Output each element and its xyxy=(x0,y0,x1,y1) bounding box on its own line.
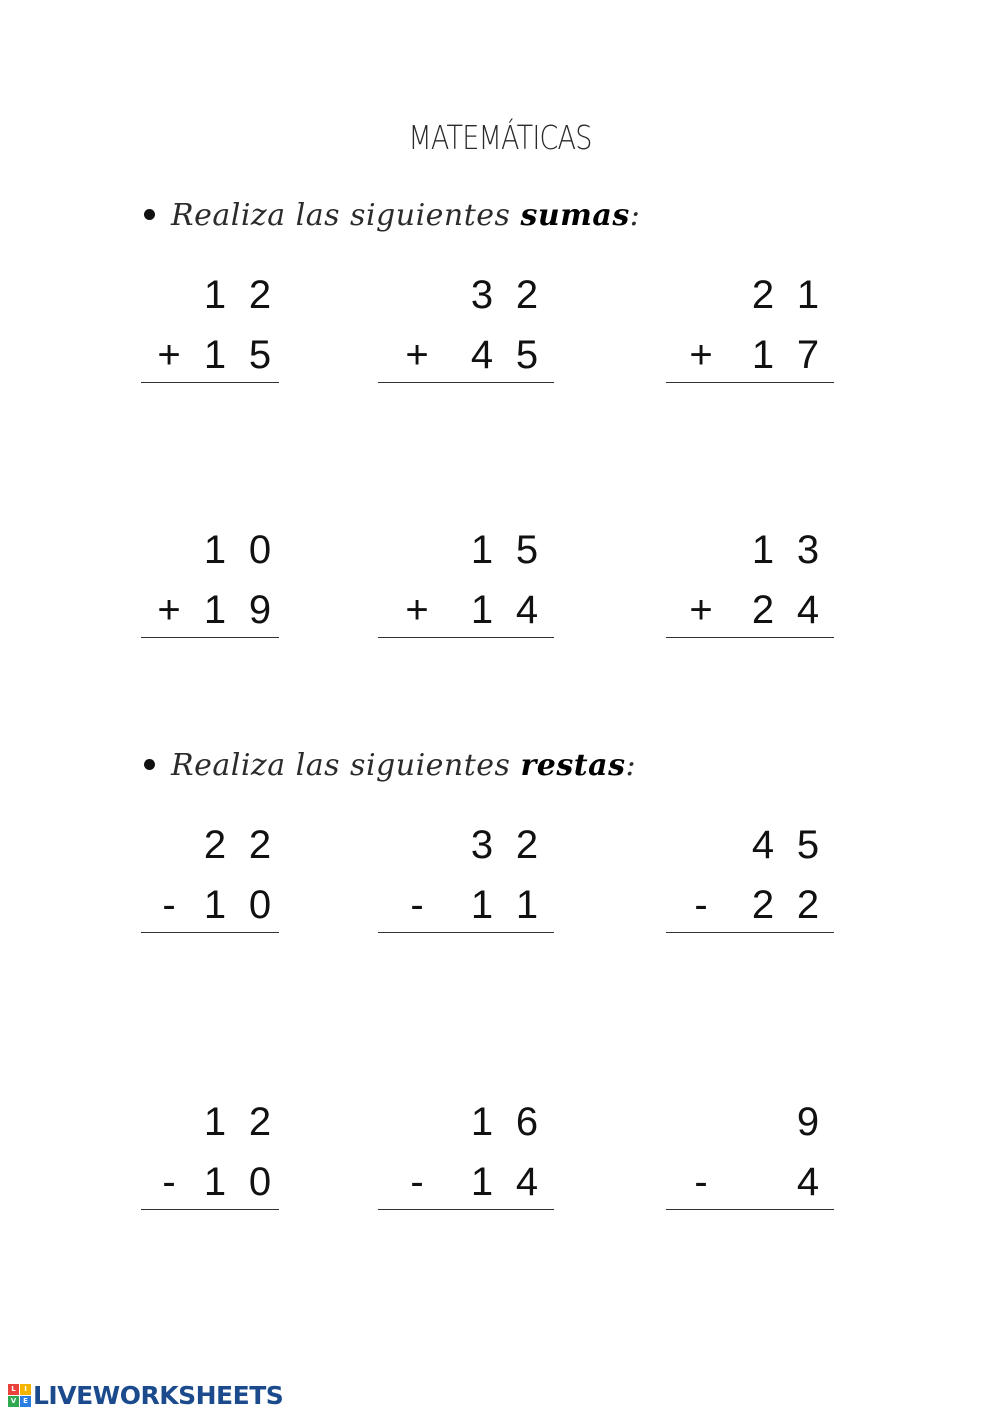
digit: 0 xyxy=(248,528,272,572)
digit: 1 xyxy=(203,333,227,377)
digit: 5 xyxy=(515,528,539,572)
answer-line xyxy=(378,932,554,933)
digit: 1 xyxy=(203,883,227,927)
digit: 2 xyxy=(248,823,272,867)
digit: 4 xyxy=(515,1160,539,1204)
digit: 1 xyxy=(203,1160,227,1204)
digit: 1 xyxy=(203,1100,227,1144)
digit: 5 xyxy=(796,823,820,867)
logo-block: V xyxy=(8,1396,19,1407)
minus-operator: - xyxy=(694,883,708,927)
plus-operator: + xyxy=(405,588,429,632)
instruction-suffix: : xyxy=(629,198,641,233)
digit: 1 xyxy=(515,883,539,927)
answer-line xyxy=(141,382,279,383)
plus-operator: + xyxy=(689,333,713,377)
digit: 9 xyxy=(248,588,272,632)
minus-operator: - xyxy=(694,1160,708,1204)
page-title: MATEMÁTICAS xyxy=(408,118,592,157)
answer-line xyxy=(378,1209,554,1210)
instruction-suffix: : xyxy=(625,748,637,783)
bullet-icon xyxy=(144,759,155,770)
minus-operator: - xyxy=(162,1160,176,1204)
minus-operator: - xyxy=(410,1160,424,1204)
answer-line xyxy=(666,1209,834,1210)
logo-block: L xyxy=(8,1384,19,1395)
digit: 1 xyxy=(470,1160,494,1204)
bullet-icon xyxy=(144,209,155,220)
digit: 6 xyxy=(515,1100,539,1144)
logo-block: E xyxy=(20,1396,31,1407)
digit: 1 xyxy=(203,528,227,572)
answer-line xyxy=(141,637,279,638)
logo-brand-text: LIVEWORKSHEETS xyxy=(33,1380,284,1410)
digit: 4 xyxy=(470,333,494,377)
logo-block: I xyxy=(20,1384,31,1395)
digit: 3 xyxy=(470,273,494,317)
digit: 3 xyxy=(470,823,494,867)
digit: 0 xyxy=(248,883,272,927)
answer-line xyxy=(666,382,834,383)
digit: 1 xyxy=(203,273,227,317)
instruction-sumas xyxy=(144,198,640,233)
digit: 2 xyxy=(751,588,775,632)
digit: 3 xyxy=(796,528,820,572)
plus-operator: + xyxy=(157,333,181,377)
instruction-keyword: restas xyxy=(520,748,626,783)
digit: 2 xyxy=(751,273,775,317)
minus-operator: - xyxy=(162,883,176,927)
digit: 1 xyxy=(470,588,494,632)
digit: 7 xyxy=(796,333,820,377)
digit: 1 xyxy=(470,883,494,927)
digit: 2 xyxy=(751,883,775,927)
digit: 4 xyxy=(796,588,820,632)
digit: 2 xyxy=(203,823,227,867)
answer-line xyxy=(378,382,554,383)
digit: 9 xyxy=(796,1100,820,1144)
plus-operator: + xyxy=(157,588,181,632)
digit: 2 xyxy=(796,883,820,927)
answer-line xyxy=(141,932,279,933)
liveworksheets-logo xyxy=(8,1378,283,1412)
minus-operator: - xyxy=(410,883,424,927)
instruction-keyword: sumas xyxy=(520,198,630,233)
digit: 1 xyxy=(751,333,775,377)
digit: 4 xyxy=(515,588,539,632)
digit: 4 xyxy=(796,1160,820,1204)
digit: 1 xyxy=(470,1100,494,1144)
answer-line xyxy=(666,637,834,638)
digit: 1 xyxy=(751,528,775,572)
instruction-prefix: Realiza las siguientes xyxy=(171,198,521,233)
digit: 2 xyxy=(248,1100,272,1144)
digit: 5 xyxy=(248,333,272,377)
instruction-restas xyxy=(144,748,636,783)
digit: 2 xyxy=(248,273,272,317)
digit: 1 xyxy=(470,528,494,572)
answer-line xyxy=(666,932,834,933)
digit: 2 xyxy=(515,823,539,867)
plus-operator: + xyxy=(689,588,713,632)
digit: 5 xyxy=(515,333,539,377)
plus-operator: + xyxy=(405,333,429,377)
logo-blocks-icon xyxy=(8,1384,31,1407)
answer-line xyxy=(141,1209,279,1210)
digit: 1 xyxy=(203,588,227,632)
answer-line xyxy=(378,637,554,638)
digit: 4 xyxy=(751,823,775,867)
instruction-prefix: Realiza las siguientes xyxy=(171,748,521,783)
digit: 1 xyxy=(796,273,820,317)
digit: 0 xyxy=(248,1160,272,1204)
digit: 2 xyxy=(515,273,539,317)
